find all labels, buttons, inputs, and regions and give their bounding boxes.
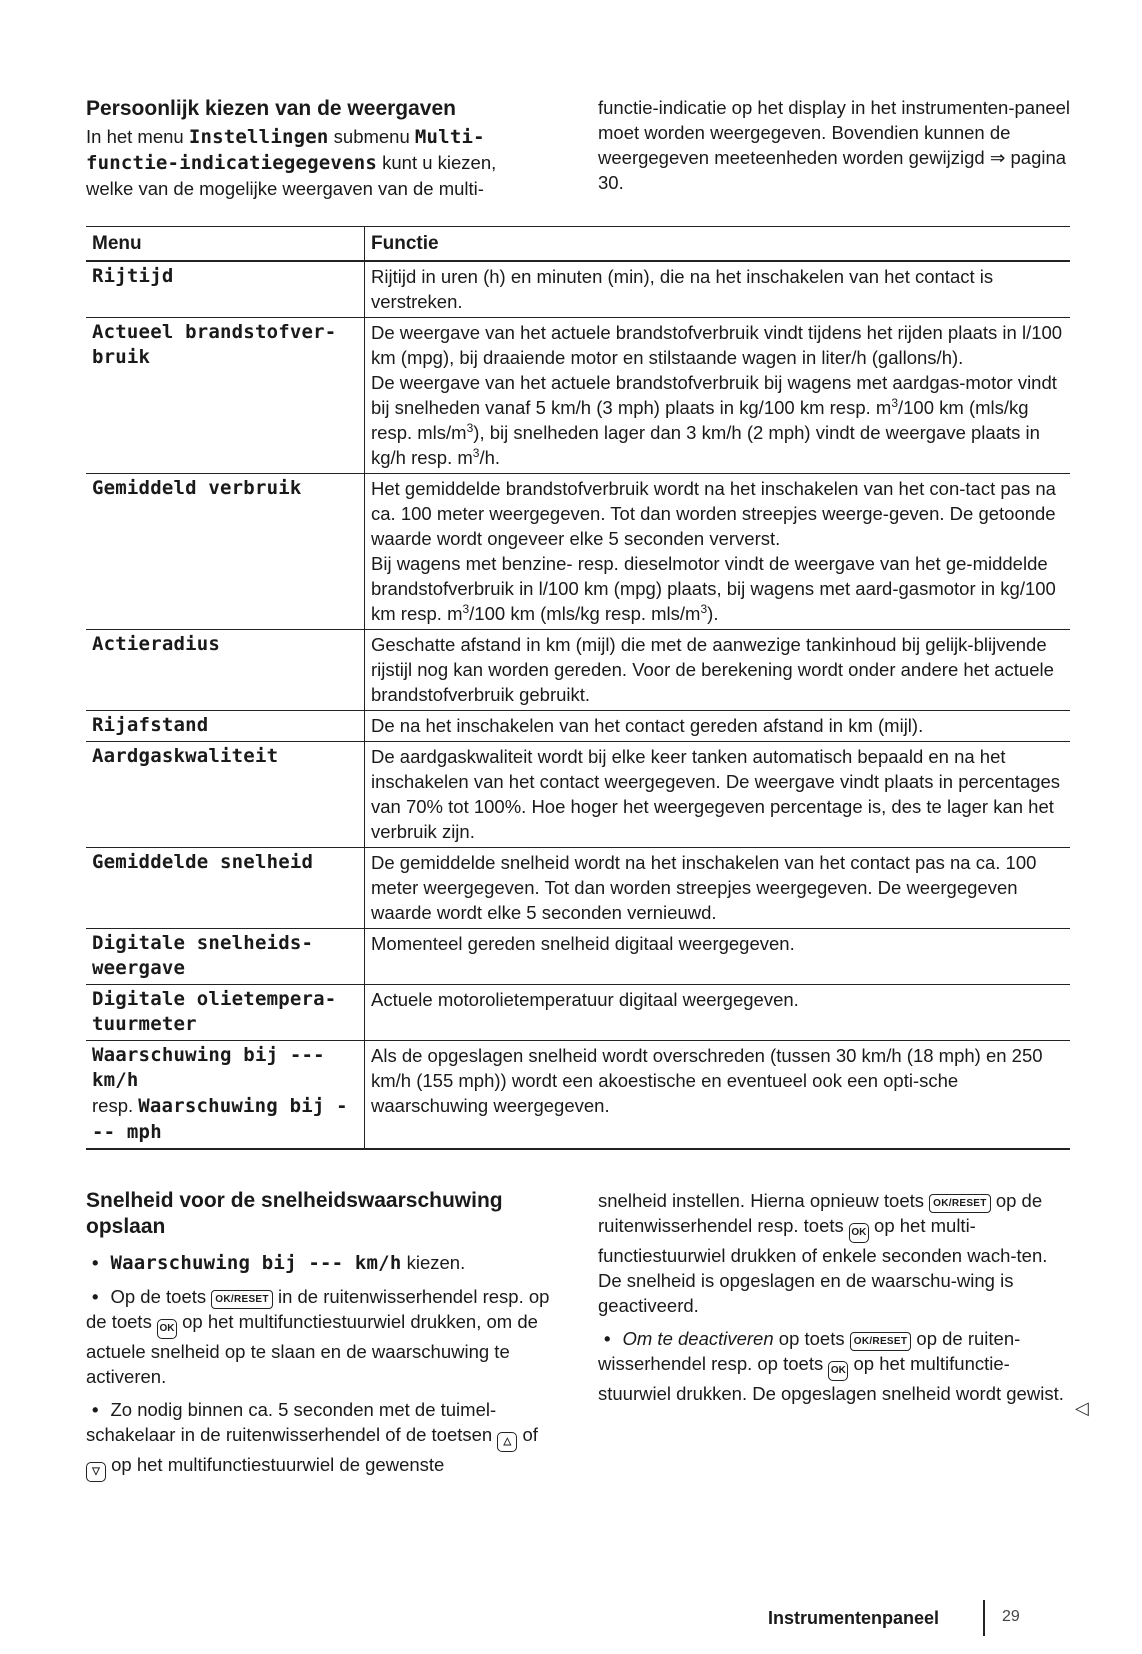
intro-continued-text: functie-indicatie op het display in het instrumenten-paneel moet worden weergegeven. Bovendien kunnen de weergegeven meeteenheden worden gewijzigd ⇒ pagina 30.: [598, 97, 1071, 193]
function-cell: Momenteel gereden snelheid digitaal weergegeven.: [365, 929, 1071, 985]
table-row: [86, 848, 1070, 929]
menu-cell: Gemiddeld verbruik: [86, 474, 365, 630]
text-part: op het multi-functiestuurwiel drukken of enkele seconden wach-ten. De snelheid is opgeslagen en de waarschu-wing is geactiveerd.: [598, 1215, 1048, 1316]
table-row: [86, 985, 1070, 1041]
section-heading: Persoonlijk kiezen van de weergaven: [86, 97, 456, 120]
page-number: 29: [1002, 1608, 1020, 1625]
superscript: 3: [462, 601, 470, 616]
superscript: 3: [472, 445, 480, 460]
text-part: op de ruiten-wisserhendel resp. op toets: [598, 1328, 1021, 1374]
table-row: [86, 929, 1070, 985]
function-cell: De aardgaskwaliteit wordt bij elke keer tanken automatisch bepaald en na het inschakelen van het contact weergegeven. De weergave vindt plaats in percentages van 70% tot 100%. Hoe hoger het weergegeven percentage is, des te lager kan het verbruik zijn.: [365, 742, 1071, 848]
intro-text-b: submenu: [328, 126, 415, 147]
menu-cell: Digitale olietempera-tuurmeter: [86, 985, 365, 1041]
function-cell: [365, 474, 1071, 630]
function-paragraph: De weergave van het actuele brandstofverbruik vindt tijdens het rijden plaats in l/100 km (mpg), bij draaiende motor en stilstaande wagen in liter/h (gallons/h).: [371, 322, 1063, 368]
intro-section: [86, 96, 536, 201]
down-key-icon: ▽: [86, 1462, 106, 1482]
text-part: /h.: [479, 447, 501, 468]
text-part: Zo nodig binnen ca. 5 seconden met de tuimel-schakelaar in de ruitenwisserhendel of de toetsen: [86, 1399, 498, 1445]
text-part: Bij wagens met benzine- resp. dieselmotor vindt de weergave van het ge-middelde brandstofverbruik in l/100 km (mpg) plaats, bij wagens met aard-gasmotor in kg/100 km resp. m: [371, 553, 1056, 624]
ok-reset-key-icon: OK/RESET: [850, 1332, 912, 1351]
table-row: [86, 318, 1070, 474]
function-paragraph: [371, 370, 1064, 470]
function-cell: De na het inschakelen van het contact gereden afstand in km (mijl).: [365, 711, 1071, 742]
resp-text: resp.: [92, 1095, 139, 1116]
text-part: op het multifunctie-stuurwiel drukken. De opgeslagen snelheid wordt gewist.: [598, 1353, 1064, 1404]
menu-text: Waarschuwing bij --- km/h: [92, 1044, 325, 1091]
intro-paragraph: [86, 124, 536, 201]
save-speed-section: [86, 1188, 556, 1482]
list-item: [86, 1284, 556, 1389]
emphasis-text: Om te deactiveren: [622, 1328, 774, 1349]
table-row: [86, 474, 1070, 630]
bullet-icon: •: [92, 1252, 99, 1273]
menu-code: Waarschuwing bij --- km/h: [110, 1252, 402, 1274]
table-header-row: [86, 227, 1070, 262]
superscript: 3: [700, 601, 708, 616]
ok-reset-key-icon: OK/RESET: [211, 1290, 273, 1309]
superscript: 3: [466, 420, 474, 435]
function-paragraph: [371, 551, 1064, 626]
text-part: op het multifunctiestuurwiel drukken, om de actuele snelheid op te slaan en de waarschuwing te activeren.: [86, 1311, 538, 1387]
text-part: De weergave van het actuele brandstofverbruik bij wagens met aardgas-motor vindt bij snelheden vanaf 5 km/h (3 mph) plaats in kg/100 km resp. m: [371, 372, 1057, 418]
text-part: op het multifunctiestuurwiel de gewenste: [106, 1454, 445, 1475]
text-part: /100 km (mls/kg resp. mls/m: [371, 397, 1029, 443]
table-row: [86, 1041, 1070, 1150]
menu-code: Waarschuwing bij --- mph: [92, 1095, 348, 1143]
bullet-icon: •: [92, 1399, 99, 1420]
submenu-name: Multi-functie-indicatiegegevens: [86, 126, 485, 174]
menu-cell: [86, 1041, 365, 1150]
text-part: op toets: [773, 1328, 850, 1349]
menu-cell: Actueel brandstofver-bruik: [86, 318, 365, 474]
menu-function-table: [86, 226, 1070, 1150]
function-cell: Als de opgeslagen snelheid wordt overschreden (tussen 30 km/h (18 mph) en 250 km/h (155 mph)) wordt een akoestische en eventueel ook een opti-sche waarschuwing weergegeven.: [365, 1041, 1071, 1150]
ok-key-icon: OK: [828, 1361, 848, 1381]
text-part: ), bij snelheden lager dan 3 km/h (2 mph) vindt de weergave plaats in kg/h resp. m: [371, 422, 1040, 468]
menu-name: Instellingen: [188, 126, 329, 148]
function-cell: Geschatte afstand in km (mijl) die met de aanwezige tankinhoud bij gelijk-blijvende rijstijl nog kan worden gereden. Voor de berekening wordt onder andere het actuele brandstofverbruik gebruikt.: [365, 630, 1071, 711]
superscript: 3: [891, 395, 898, 410]
table-row: [86, 630, 1070, 711]
bullet-icon: •: [92, 1286, 99, 1307]
function-cell: Actuele motorolietemperatuur digitaal weergegeven.: [365, 985, 1071, 1041]
ok-reset-key-icon: OK/RESET: [929, 1194, 991, 1213]
ok-key-icon: OK: [157, 1319, 177, 1339]
text-part: op de ruitenwisserhendel resp. toets: [598, 1190, 1043, 1236]
text-part: ).: [707, 603, 719, 624]
menu-text: [92, 1093, 358, 1145]
function-paragraph: Het gemiddelde brandstofverbruik wordt na het inschakelen van het con-tact pas na ca. 100 meter weergegeven. Tot dan worden streepjes weerge-geven. De getoonde waarde wordt ongeveer elke 5 seconden ververst.: [371, 478, 1056, 549]
menu-cell: Rijafstand: [86, 711, 365, 742]
function-cell: Rijtijd in uren (h) en minuten (min), die na het inschakelen van het contact is verstreken.: [365, 261, 1071, 318]
text-part: of: [517, 1424, 538, 1445]
function-cell: [365, 318, 1071, 474]
footer-title: Instrumentenpaneel: [768, 1608, 940, 1628]
menu-cell: Actieradius: [86, 630, 365, 711]
list-item: [598, 1326, 1068, 1406]
text-part: in de ruitenwisserhendel resp. op de toets: [86, 1286, 550, 1332]
table-row: [86, 742, 1070, 848]
header-menu: Menu: [86, 227, 365, 262]
table-row: [86, 711, 1070, 742]
list-item: [86, 1397, 556, 1482]
table-row: [86, 261, 1070, 318]
intro-text-c: kunt u kiezen, welke van de mogelijke weergaven van de multi-: [86, 152, 497, 199]
menu-cell: Aardgaskwaliteit: [86, 742, 365, 848]
menu-cell: Digitale snelheids-weergave: [86, 929, 365, 985]
save-speed-continued: [598, 1188, 1088, 1406]
continued-paragraph: [598, 1188, 1068, 1318]
back-arrow-icon: ◁: [1075, 1398, 1089, 1418]
menu-cell: Gemiddelde snelheid: [86, 848, 365, 929]
text-part: /100 km (mls/kg resp. mls/m: [469, 603, 701, 624]
text-part: Op de toets: [110, 1286, 212, 1307]
intro-continued: [598, 95, 1078, 195]
menu-cell: Rijtijd: [86, 261, 365, 318]
up-key-icon: △: [497, 1432, 517, 1452]
section-heading: Snelheid voor de snelheidswaarschuwing opslaan: [86, 1189, 503, 1238]
bullet-icon: •: [604, 1328, 611, 1349]
function-cell: De gemiddelde snelheid wordt na het inschakelen van het contact pas na ca. 100 meter weergegeven. Tot dan worden streepjes weergegeven. De weergegeven waarde wordt elke 5 seconden vernieuwd.: [365, 848, 1071, 929]
text-part: kiezen.: [401, 1252, 466, 1273]
text-part: snelheid instellen. Hierna opnieuw toets: [598, 1190, 930, 1211]
ok-key-icon: OK: [849, 1223, 869, 1243]
footer-divider: [983, 1600, 985, 1636]
header-function: Functie: [365, 227, 1071, 262]
list-item: [86, 1250, 556, 1276]
intro-text-a: In het menu: [86, 126, 189, 147]
